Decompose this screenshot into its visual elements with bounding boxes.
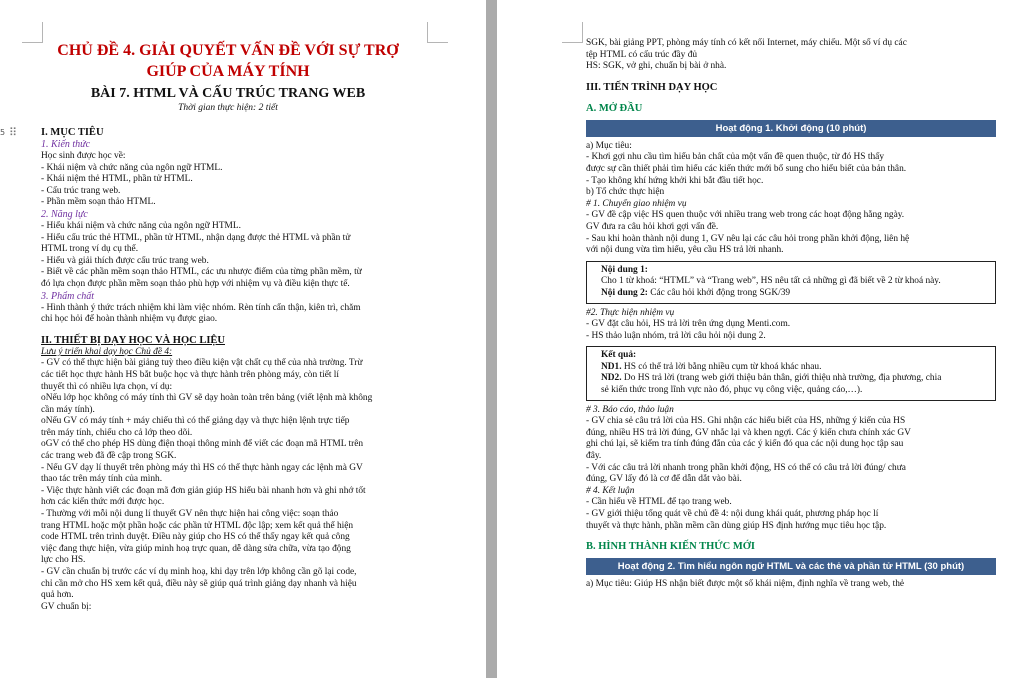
box-line-2 <box>601 288 989 300</box>
text-line: đúng, GV lấy đó là cơ để dẫn dắt vào bài. <box>586 474 742 485</box>
text-line: GV chuẩn bị: <box>41 601 92 612</box>
result-line-2 <box>601 373 989 385</box>
text-line: - Tạo không khí hứng khởi khi bắt đầu tiết học. <box>586 175 764 186</box>
page-left <box>0 0 486 678</box>
result-line-1 <box>601 362 989 374</box>
duration: Thời gian thực hiện: 2 tiết <box>178 103 278 113</box>
text-line: lực cho HS. <box>41 555 86 566</box>
text-line: tệp HTML có cấu trúc đầy đủ <box>586 49 698 60</box>
text-line: - Khơi gợi nhu cầu tìm hiểu bản chất của một vấn đề quen thuộc, từ đó HS thấy <box>586 152 885 163</box>
crop-mark <box>562 22 583 43</box>
equipment-note: Lưu ý triển khai dạy học Chủ đề 4: <box>41 346 173 357</box>
step-3-title: # 3. Báo cáo, thảo luận <box>586 404 674 415</box>
box-label: Nội dung 2: <box>601 287 648 298</box>
text-line: hơn các kiến thức mới được học. <box>41 497 165 508</box>
text-line: trang HTML hoặc một phần hoặc các phần tử HTML độc lập; xem kết quả thể hiện <box>41 520 354 531</box>
text-line: - Cấu trúc trang web. <box>41 185 121 196</box>
text-line: - GV đề cập việc HS quen thuộc với nhiều trang web trong các hoạt động hằng ngày. <box>586 210 905 221</box>
text-line: các tiết học thực hành HS bắt buộc học và thực hành trên phòng máy, còn tiết lí <box>41 369 340 380</box>
equipment-list <box>41 358 415 613</box>
activity-1-goals <box>586 141 996 199</box>
crop-mark <box>427 22 448 43</box>
text-line: - Phần mềm soạn thảo HTML. <box>41 197 156 208</box>
text-line: - GV cần chuẩn bị trước các ví dụ minh hoạ, khi dạy trên lớp không cần gõ lại code, <box>41 567 357 577</box>
text-line: - Cần hiểu về HTML để tạo trang web. <box>586 497 732 508</box>
text-line: đúng, nhiều HS trả lời đúng, GV nhắc lại và khen ngợi. Các ý kiến chưa chính xác GV <box>586 427 911 438</box>
text-line: b) Tổ chức thực hiện <box>586 187 665 198</box>
text-line: - Thường với mỗi nội dung lí thuyết GV nên thực hiện hai công việc: soạn thảo <box>41 509 339 520</box>
text-line: - Nếu GV dạy lí thuyết trên phòng máy thì HS có thể thực hành ngay các lệnh mà GV <box>41 462 363 473</box>
text-line: - Hình thành ý thức trách nhiệm khi làm việc nhóm. Rèn tính cẩn thận, kiên trì, chăm <box>41 302 361 313</box>
text-line: cần máy tính). <box>41 404 95 415</box>
text-line: ghi chú lại, sẽ kiểm tra tính đúng đắn của các ý kiến đó qua các nội dung học tập sau <box>586 439 904 450</box>
result-heading: Kết quả: <box>601 350 637 361</box>
activity-1-bar: Hoạt động 1. Khởi động (10 phút) <box>586 120 996 137</box>
section-process: III. TIẾN TRÌNH DẠY HỌC <box>586 81 718 93</box>
text-line: - GV giới thiệu tổng quát về chủ đề 4: nội dung khái quát, phương pháp học lí <box>586 509 879 519</box>
text-line: với nội dung vừa tìm hiểu, yêu cầu HS trả lời nhanh. <box>586 245 784 256</box>
step-2-title: #2. Thực hiện nhiệm vụ <box>586 307 675 318</box>
result-label: ND1. <box>601 361 622 372</box>
step-4-list <box>586 497 996 532</box>
subsection-ability: 2. Năng lực <box>41 208 88 220</box>
section-new-knowledge: B. HÌNH THÀNH KIẾN THỨC MỚI <box>586 541 755 553</box>
step-4-title: # 4. Kết luận <box>586 485 635 496</box>
text-line: oNếu GV có máy tính + máy chiếu thì có thể giảng dạy và thực hiện lệnh trực tiếp <box>41 416 350 427</box>
text-line: - Sau khi hoàn thành nội dung 1, GV nêu lại các câu hỏi trong phần khởi động, liên hệ <box>586 233 910 244</box>
text-line: thao tác trên máy tính của mình. <box>41 474 163 485</box>
text-line: được sự cần thiết phải tìm hiểu các kiến thức mới bổ sung cho hiểu biết của bản thân. <box>586 163 907 174</box>
ability-list <box>41 221 415 291</box>
result-text: HS có thể trả lời bằng nhiều cụm từ khoá khác nhau. <box>621 361 822 372</box>
text-line: Học sinh được học về: <box>41 151 126 161</box>
text-line: - Khái niệm và chức năng của ngôn ngữ HTML. <box>41 162 223 173</box>
text-line: - Biết về các phần mềm soạn thảo HTML, các ưu nhược điểm của từng phần mềm, từ <box>41 267 362 278</box>
text-line: đó lựa chọn được phần mềm soạn thảo phù hợp với nhiệm vụ và điều kiện thực tế. <box>41 278 350 289</box>
box-line: Cho 1 từ khoá: “HTML” và “Trang web”, HS nêu tất cả những gì đã biết về 2 từ khoá này. <box>601 276 941 287</box>
activity-2-goal: a) Mục tiêu: Giúp HS nhận biết được một số khái niệm, định nghĩa về trang web, thẻ <box>586 579 905 590</box>
text-line: SGK, bài giảng PPT, phòng máy tính có kết nối Internet, máy chiếu. Một số ví dụ các <box>586 38 907 48</box>
step-3-list <box>586 416 996 486</box>
text-line: HS: SGK, vở ghi, chuẩn bị bài ở nhà. <box>586 61 727 72</box>
result-label: ND2. <box>601 373 622 384</box>
quality-list <box>41 303 415 326</box>
text-line: - Với các câu trả lời nhanh trong phần khởi động, HS có thể có câu trả lời đúng/ chưa <box>586 462 906 473</box>
lesson-title: BÀI 7. HTML VÀ CẤU TRÚC TRANG WEB <box>90 86 366 101</box>
text-line: thuyết thì có nhiều lựa chọn, ví dụ: <box>41 381 173 392</box>
box-heading: Nội dung 1: <box>601 264 648 275</box>
section-objectives: I. MỤC TIÊU <box>41 127 104 138</box>
result-box <box>586 346 996 400</box>
left-content <box>41 40 415 613</box>
subsection-knowledge: 1. Kiến thức <box>41 139 91 150</box>
margin-number: 5 <box>0 128 6 137</box>
text-line: - Hiểu và giải thích được cấu trúc trang web. <box>41 255 209 266</box>
text-line: HTML trong ví dụ cụ thể. <box>41 244 139 255</box>
subsection-quality: 3. Phẩm chất <box>41 290 95 302</box>
text-line: code HTML trên trình duyệt. Điều này giúp cho HS có thể thấy ngay kết quả công <box>41 532 350 543</box>
step-1-title: # 1. Chuyển giao nhiệm vụ <box>586 198 687 209</box>
text-line: chỉ cần mở cho HS xem kết quả, điều này sẽ giúp quá trình giảng dạy nhanh và hiệu <box>41 578 357 589</box>
text-line: việc đang thực hiện, vừa giúp minh hoạ trực quan, dễ dàng sửa chữa, vừa tạo động <box>41 543 351 554</box>
section-opening: A. MỞ ĐẦU <box>586 102 643 114</box>
text-line: - GV có thể thực hiện bài giảng tuỳ theo điều kiện vật chất cụ thể của nhà trường. Trừ <box>41 358 363 369</box>
text-line: oGV có thể cho phép HS dùng điện thoại thông minh để viết các đoạn mã HTML trên <box>41 439 364 450</box>
text-line: - GV đặt câu hỏi, HS trả lời trên ứng dụng Menti.com. <box>586 319 791 330</box>
text-line: GV đưa ra câu hỏi khơi gợi vấn đề. <box>586 221 719 232</box>
result-line-3: sẻ kiến thức trong lĩnh vực nào đó, phục vụ công việc, quảng cáo,…). <box>601 385 863 396</box>
section-equipment: II. THIẾT BỊ DẠY HỌC VÀ HỌC LIỆU <box>41 334 225 346</box>
knowledge-list <box>41 151 415 209</box>
text-line: các trang web đã đề cập trong SGK. <box>41 451 177 462</box>
text-line: - Khái niệm thẻ HTML, phần tử HTML. <box>41 174 193 185</box>
text-line: quả hơn. <box>41 590 74 601</box>
text-line: - HS thảo luận nhóm, trả lời câu hỏi nội dung 2. <box>586 330 766 341</box>
text-line: chỉ học hỏi để hoàn thành nhiệm vụ được giao. <box>41 314 218 325</box>
box-text: Các câu hỏi khởi động trong SGK/39 <box>647 287 791 298</box>
text-line: oNếu lớp học không có máy tính thì GV sẽ dạy hoàn toàn trên bảng (viết lệnh mà không <box>41 393 373 404</box>
materials-list <box>586 38 996 73</box>
result-text: Do HS trả lời (trang web giới thiệu bản thân, giới thiệu nhà trường, địa phương, chia <box>621 373 942 384</box>
text-line: thuyết và thực hành, phần mềm cần dùng giúp HS định hướng mục tiêu học tập. <box>586 520 887 531</box>
topic-title: CHỦ ĐỀ 4. GIẢI QUYẾT VẤN ĐỀ VỚI SỰ TRỢ <box>57 42 399 59</box>
content-box <box>586 261 996 304</box>
page-right <box>497 0 1032 678</box>
step-2-list <box>586 319 996 342</box>
topic-title-2: GIÚP CỦA MÁY TÍNH <box>146 63 310 80</box>
drag-handle-icon[interactable]: ⠿ <box>9 126 18 139</box>
text-line: - Hiểu cấu trúc thẻ HTML, phần tử HTML, nhận dạng được thẻ HTML và phần tử <box>41 232 351 243</box>
text-line: trên máy tính, chiếu cho cả lớp theo dõi. <box>41 427 193 438</box>
text-line: - GV chia sẻ câu trả lời của HS. Ghi nhận các hiểu biết của HS, những ý kiến của HS <box>586 416 906 427</box>
activity-2-bar: Hoạt động 2. Tìm hiểu ngôn ngữ HTML và các thẻ và phần tử HTML (30 phút) <box>586 558 996 575</box>
step-1-list <box>586 210 996 256</box>
text-line: - Việc thực hành viết các đoạn mã đơn giản giúp HS hiểu bài nhanh hơn và ghi nhớ tốt <box>41 485 366 496</box>
crop-mark <box>22 22 43 43</box>
text-line: a) Mục tiêu: <box>586 140 632 151</box>
right-content <box>586 38 996 591</box>
text-line: đây. <box>586 451 602 462</box>
text-line: - Hiểu khái niệm và chức năng của ngôn ngữ HTML. <box>41 220 241 231</box>
